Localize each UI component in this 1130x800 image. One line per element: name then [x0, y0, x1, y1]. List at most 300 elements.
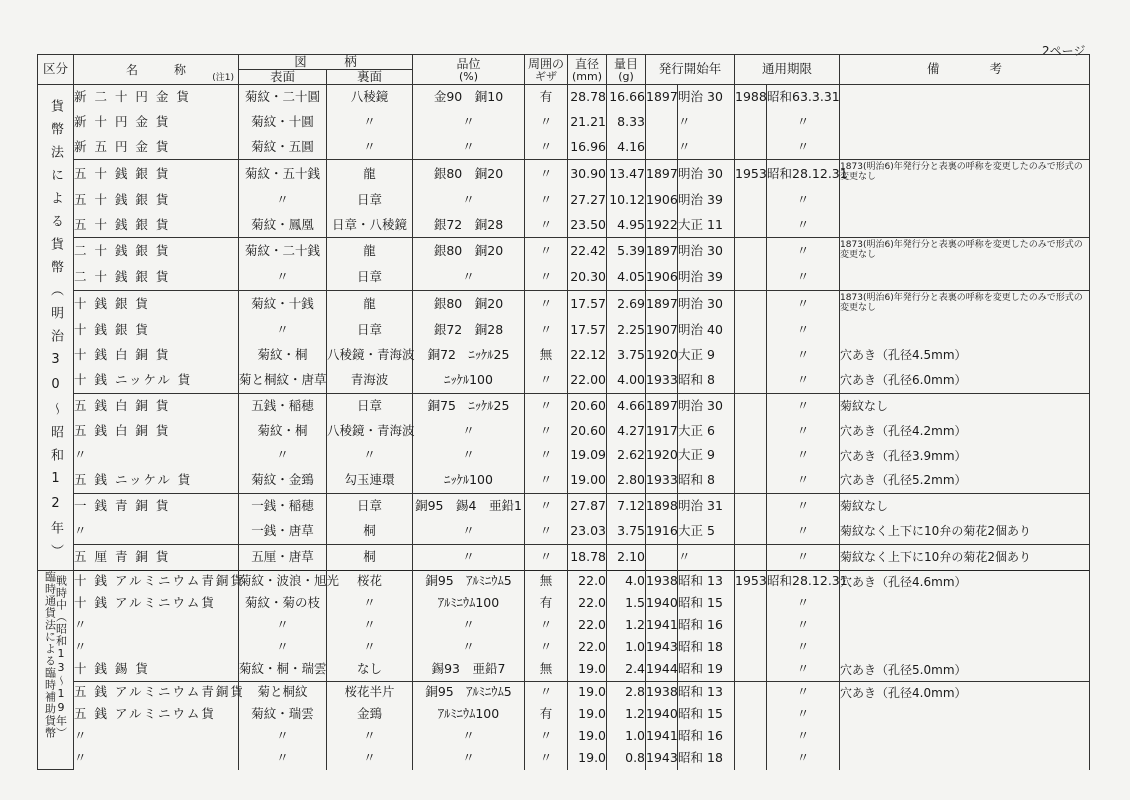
- diameter: 16.96: [568, 135, 607, 160]
- reverse-design: 〃: [327, 135, 413, 160]
- diameter: 20.60: [568, 393, 607, 418]
- validity-era: 〃: [767, 188, 840, 213]
- coin-table: [37, 54, 1090, 770]
- table-row: [38, 188, 1090, 213]
- quality: 銅75 ﾆｯｹﾙ25: [413, 393, 525, 418]
- coin-name: 新 二 十 円 金 貨: [74, 85, 239, 110]
- remarks: 1873(明治6)年発行分と表裏の呼称を変更したのみで形式の変更なし: [840, 238, 1090, 266]
- diameter: 19.0: [568, 748, 607, 770]
- reverse-design: 桐: [327, 544, 413, 570]
- table-row: [38, 265, 1090, 290]
- diameter: 19.0: [568, 659, 607, 682]
- reverse-design: 日章: [327, 393, 413, 418]
- validity-era: 昭和28.12.31: [767, 570, 840, 593]
- validity-year: [735, 519, 767, 544]
- weight: 2.62: [607, 443, 646, 468]
- issue-era: 明治 30: [678, 393, 735, 418]
- quality: 〃: [413, 188, 525, 213]
- obverse-design: 五厘・唐草: [239, 544, 327, 570]
- validity-era: 〃: [767, 681, 840, 704]
- coin-name: 十 銭 白 銅 貨: [74, 343, 239, 368]
- obverse-design: 一銭・稲穂: [239, 493, 327, 518]
- validity-era: 〃: [767, 343, 840, 368]
- obverse-design: 〃: [239, 615, 327, 637]
- diameter: 22.12: [568, 343, 607, 368]
- reverse-design: 〃: [327, 726, 413, 748]
- weight: 3.75: [607, 519, 646, 544]
- quality: 銀80 銅20: [413, 238, 525, 266]
- diameter: 27.87: [568, 493, 607, 518]
- issue-era: 昭和 15: [678, 704, 735, 726]
- obverse-design: 〃: [239, 188, 327, 213]
- remarks: 穴あき（孔径5.2mm）: [840, 468, 1090, 493]
- validity-year: [735, 468, 767, 493]
- header-remarks: 備 考: [840, 55, 1090, 85]
- issue-year: 1897: [646, 238, 678, 266]
- table-row: [38, 343, 1090, 368]
- edge-serration: 〃: [525, 443, 568, 468]
- weight: 5.39: [607, 238, 646, 266]
- validity-era: 昭和63.3.31: [767, 85, 840, 110]
- issue-era: 明治 30: [678, 238, 735, 266]
- coin-table-wrapper: [37, 54, 1089, 770]
- table-row: [38, 318, 1090, 343]
- table-row: [38, 544, 1090, 570]
- header-quality: 品位 (%): [413, 55, 525, 85]
- table-row: [38, 238, 1090, 266]
- weight: 1.5: [607, 593, 646, 615]
- edge-serration: 〃: [525, 681, 568, 704]
- issue-year: 1897: [646, 393, 678, 418]
- remarks: 穴あき（孔径4.5mm）: [840, 343, 1090, 368]
- issue-era: 〃: [678, 135, 735, 160]
- issue-era: 昭和 15: [678, 593, 735, 615]
- table-row: [38, 160, 1090, 188]
- validity-era: 〃: [767, 615, 840, 637]
- weight: 13.47: [607, 160, 646, 188]
- table-row: [38, 748, 1090, 770]
- validity-year: [735, 418, 767, 443]
- coin-name: 十 銭 銀 貨: [74, 291, 239, 319]
- issue-era: 昭和 13: [678, 570, 735, 593]
- validity-year: [735, 615, 767, 637]
- validity-era: 〃: [767, 291, 840, 319]
- obverse-design: 菊紋・桐: [239, 343, 327, 368]
- validity-era: 〃: [767, 135, 840, 160]
- diameter: 27.27: [568, 188, 607, 213]
- header-reverse: 裏面: [327, 70, 413, 85]
- coin-name: 五 十 銭 銀 貨: [74, 212, 239, 237]
- edge-serration: 〃: [525, 493, 568, 518]
- remarks: 穴あき（孔径6.0mm）: [840, 368, 1090, 393]
- remarks: 菊紋なく上下に10弁の菊花2個あり: [840, 544, 1090, 570]
- table-row: [38, 615, 1090, 637]
- issue-year: 1906: [646, 188, 678, 213]
- validity-year: [735, 188, 767, 213]
- edge-serration: 〃: [525, 110, 568, 135]
- table-row: [38, 135, 1090, 160]
- table-row: [38, 637, 1090, 659]
- obverse-design: 菊紋・五十銭: [239, 160, 327, 188]
- weight: 4.0: [607, 570, 646, 593]
- weight: 4.27: [607, 418, 646, 443]
- validity-year: [735, 637, 767, 659]
- header-edge: 周囲の ギザ: [525, 55, 568, 85]
- weight: 2.8: [607, 681, 646, 704]
- validity-era: 〃: [767, 637, 840, 659]
- remarks: [840, 748, 1090, 770]
- diameter: 28.78: [568, 85, 607, 110]
- remarks: 菊紋なし: [840, 493, 1090, 518]
- coin-name: 二 十 銭 銀 貨: [74, 238, 239, 266]
- coin-name: 五 銭 白 銅 貨: [74, 393, 239, 418]
- validity-era: 〃: [767, 368, 840, 393]
- validity-era: 〃: [767, 726, 840, 748]
- issue-year: 1907: [646, 318, 678, 343]
- obverse-design: 〃: [239, 443, 327, 468]
- weight: 1.0: [607, 637, 646, 659]
- issue-era: 〃: [678, 544, 735, 570]
- reverse-design: 桐: [327, 519, 413, 544]
- remarks: [840, 212, 1090, 237]
- weight: 2.69: [607, 291, 646, 319]
- header-validity: 通用期限: [735, 55, 840, 85]
- validity-year: [735, 238, 767, 266]
- validity-era: 〃: [767, 544, 840, 570]
- obverse-design: 五銭・稲穂: [239, 393, 327, 418]
- table-row: [38, 519, 1090, 544]
- obverse-design: 菊紋・金鵄: [239, 468, 327, 493]
- table-row: [38, 659, 1090, 682]
- obverse-design: 菊紋・桐: [239, 418, 327, 443]
- quality: 金90 銅10: [413, 85, 525, 110]
- reverse-design: 〃: [327, 443, 413, 468]
- coin-name: 新 十 円 金 貨: [74, 110, 239, 135]
- issue-era: 明治 39: [678, 188, 735, 213]
- validity-era: 〃: [767, 443, 840, 468]
- remarks: [840, 593, 1090, 615]
- diameter: 21.21: [568, 110, 607, 135]
- remarks: [840, 110, 1090, 135]
- weight: 16.66: [607, 85, 646, 110]
- edge-serration: 無: [525, 659, 568, 682]
- issue-year: 1943: [646, 637, 678, 659]
- diameter: 17.57: [568, 318, 607, 343]
- header-obverse: 表面: [239, 70, 327, 85]
- quality: 銀80 銅20: [413, 160, 525, 188]
- obverse-design: 菊紋・五圓: [239, 135, 327, 160]
- coin-name: 〃: [74, 519, 239, 544]
- remarks: 穴あき（孔径3.9mm）: [840, 443, 1090, 468]
- obverse-design: 菊紋・十銭: [239, 291, 327, 319]
- coin-name: 〃: [74, 637, 239, 659]
- issue-era: 〃: [678, 110, 735, 135]
- edge-serration: 〃: [525, 519, 568, 544]
- issue-year: 1941: [646, 615, 678, 637]
- quality: 〃: [413, 135, 525, 160]
- edge-serration: 〃: [525, 468, 568, 493]
- table-row: [38, 704, 1090, 726]
- issue-era: 大正 11: [678, 212, 735, 237]
- quality: 〃: [413, 637, 525, 659]
- validity-era: 〃: [767, 265, 840, 290]
- coin-name: 五 銭 ニッケル 貨: [74, 468, 239, 493]
- edge-serration: 〃: [525, 726, 568, 748]
- issue-year: [646, 135, 678, 160]
- header-diameter: 直径 (mm): [568, 55, 607, 85]
- table-row: [38, 212, 1090, 237]
- remarks: 菊紋なく上下に10弁の菊花2個あり: [840, 519, 1090, 544]
- diameter: 22.00: [568, 368, 607, 393]
- edge-serration: 〃: [525, 291, 568, 319]
- diameter: 22.0: [568, 570, 607, 593]
- issue-year: 1898: [646, 493, 678, 518]
- remarks: [840, 85, 1090, 110]
- quality: 〃: [413, 544, 525, 570]
- issue-year: 1940: [646, 593, 678, 615]
- remarks: [840, 615, 1090, 637]
- reverse-design: 桜花半片: [327, 681, 413, 704]
- edge-serration: 有: [525, 85, 568, 110]
- table-row: [38, 726, 1090, 748]
- table-row: [38, 468, 1090, 493]
- table-body: [38, 85, 1090, 770]
- coin-name: 十 銭 アルミニウム貨: [74, 593, 239, 615]
- reverse-design: 日章・八稜鏡: [327, 212, 413, 237]
- diameter: 20.60: [568, 418, 607, 443]
- weight: 2.10: [607, 544, 646, 570]
- remarks: [840, 637, 1090, 659]
- issue-year: 1941: [646, 726, 678, 748]
- issue-year: 1940: [646, 704, 678, 726]
- diameter: 20.30: [568, 265, 607, 290]
- quality: ﾆｯｹﾙ100: [413, 468, 525, 493]
- validity-year: [735, 318, 767, 343]
- edge-serration: 〃: [525, 393, 568, 418]
- header-issue-year: 発行開始年: [646, 55, 735, 85]
- edge-serration: 〃: [525, 637, 568, 659]
- validity-era: 〃: [767, 493, 840, 518]
- reverse-design: 日章: [327, 188, 413, 213]
- edge-serration: 〃: [525, 418, 568, 443]
- remarks: 菊紋なし: [840, 393, 1090, 418]
- coin-name: 五 十 銭 銀 貨: [74, 188, 239, 213]
- issue-year: 1933: [646, 468, 678, 493]
- coin-name: 〃: [74, 748, 239, 770]
- issue-year: 1938: [646, 570, 678, 593]
- issue-era: 昭和 8: [678, 468, 735, 493]
- obverse-design: 菊紋・二十銭: [239, 238, 327, 266]
- quality: 〃: [413, 110, 525, 135]
- obverse-design: 菊と桐紋・唐草: [239, 368, 327, 393]
- validity-year: 1988: [735, 85, 767, 110]
- diameter: 18.78: [568, 544, 607, 570]
- weight: 2.80: [607, 468, 646, 493]
- header-design: 図 柄: [239, 55, 413, 70]
- remarks: [840, 318, 1090, 343]
- remarks: 1873(明治6)年発行分と表裏の呼称を変更したのみで形式の変更なし: [840, 160, 1090, 188]
- diameter: 22.0: [568, 637, 607, 659]
- issue-year: 1938: [646, 681, 678, 704]
- edge-serration: 〃: [525, 238, 568, 266]
- validity-year: [735, 704, 767, 726]
- obverse-design: 菊紋・鳳凰: [239, 212, 327, 237]
- quality: 銅72 ﾆｯｹﾙ25: [413, 343, 525, 368]
- edge-serration: 〃: [525, 265, 568, 290]
- reverse-design: 八稜鏡: [327, 85, 413, 110]
- issue-era: 昭和 16: [678, 615, 735, 637]
- reverse-design: 八稜鏡・青海波: [327, 343, 413, 368]
- obverse-design: 菊紋・菊の枝: [239, 593, 327, 615]
- issue-year: 1897: [646, 85, 678, 110]
- issue-era: 昭和 18: [678, 748, 735, 770]
- issue-era: 明治 30: [678, 160, 735, 188]
- remarks: [840, 135, 1090, 160]
- issue-era: 明治 31: [678, 493, 735, 518]
- obverse-design: 菊紋・波浪・旭光: [239, 570, 327, 593]
- table-row: [38, 110, 1090, 135]
- page-number: 2ページ: [1042, 44, 1086, 58]
- edge-serration: 無: [525, 343, 568, 368]
- validity-year: [735, 343, 767, 368]
- reverse-design: 勾玉連環: [327, 468, 413, 493]
- obverse-design: 一銭・唐草: [239, 519, 327, 544]
- table-row: [38, 85, 1090, 110]
- quality: 〃: [413, 726, 525, 748]
- coin-name: 五 厘 青 銅 貨: [74, 544, 239, 570]
- issue-era: 大正 6: [678, 418, 735, 443]
- validity-year: [735, 493, 767, 518]
- validity-era: 〃: [767, 659, 840, 682]
- issue-year: 1920: [646, 343, 678, 368]
- reverse-design: 日章: [327, 265, 413, 290]
- edge-serration: 〃: [525, 188, 568, 213]
- reverse-design: 龍: [327, 160, 413, 188]
- remarks: [840, 704, 1090, 726]
- validity-year: [735, 212, 767, 237]
- weight: 4.95: [607, 212, 646, 237]
- issue-era: 昭和 13: [678, 681, 735, 704]
- obverse-design: 菊紋・瑞雲: [239, 704, 327, 726]
- edge-serration: 有: [525, 704, 568, 726]
- era-label-temporary-act: 臨時通貨法による臨時補助貨幣戦時中（昭和13〜19年）: [38, 570, 74, 770]
- validity-era: 〃: [767, 418, 840, 443]
- coin-name: 十 銭 銀 貨: [74, 318, 239, 343]
- reverse-design: 桜花: [327, 570, 413, 593]
- edge-serration: 〃: [525, 160, 568, 188]
- reverse-design: 〃: [327, 615, 413, 637]
- validity-year: [735, 110, 767, 135]
- edge-serration: 有: [525, 593, 568, 615]
- reverse-design: 日章: [327, 493, 413, 518]
- issue-year: 1897: [646, 291, 678, 319]
- issue-era: 大正 5: [678, 519, 735, 544]
- coin-name: 五 銭 アルミニウム貨: [74, 704, 239, 726]
- issue-era: 明治 30: [678, 85, 735, 110]
- table-row: [38, 681, 1090, 704]
- obverse-design: 〃: [239, 265, 327, 290]
- validity-year: [735, 544, 767, 570]
- remarks: 穴あき（孔径4.0mm）: [840, 681, 1090, 704]
- issue-year: 1917: [646, 418, 678, 443]
- issue-era: 大正 9: [678, 343, 735, 368]
- obverse-design: 菊紋・十圓: [239, 110, 327, 135]
- weight: 1.0: [607, 726, 646, 748]
- diameter: 19.0: [568, 726, 607, 748]
- reverse-design: 〃: [327, 110, 413, 135]
- table-row: [38, 443, 1090, 468]
- remarks: [840, 726, 1090, 748]
- reverse-design: 金鵄: [327, 704, 413, 726]
- edge-serration: 〃: [525, 318, 568, 343]
- coin-name: 〃: [74, 443, 239, 468]
- validity-era: 〃: [767, 748, 840, 770]
- quality: 錫93 亜鉛7: [413, 659, 525, 682]
- issue-era: 昭和 19: [678, 659, 735, 682]
- quality: 〃: [413, 265, 525, 290]
- reverse-design: 日章: [327, 318, 413, 343]
- table-row: [38, 570, 1090, 593]
- weight: 0.8: [607, 748, 646, 770]
- issue-year: 1897: [646, 160, 678, 188]
- diameter: 30.90: [568, 160, 607, 188]
- obverse-design: 〃: [239, 748, 327, 770]
- validity-era: 〃: [767, 110, 840, 135]
- issue-year: 1944: [646, 659, 678, 682]
- validity-year: 1953: [735, 160, 767, 188]
- weight: 1.2: [607, 615, 646, 637]
- diameter: 19.00: [568, 468, 607, 493]
- diameter: 23.50: [568, 212, 607, 237]
- reverse-design: なし: [327, 659, 413, 682]
- quality: 銅95 ｱﾙﾐﾆｳﾑ5: [413, 681, 525, 704]
- coin-name: 五 銭 アルミニウム青銅貨: [74, 681, 239, 704]
- quality: 〃: [413, 615, 525, 637]
- weight: 3.75: [607, 343, 646, 368]
- quality: ｱﾙﾐﾆｳﾑ100: [413, 704, 525, 726]
- table-row: [38, 593, 1090, 615]
- weight: 1.2: [607, 704, 646, 726]
- edge-serration: 〃: [525, 135, 568, 160]
- validity-era: 〃: [767, 704, 840, 726]
- diameter: 22.0: [568, 593, 607, 615]
- validity-year: [735, 135, 767, 160]
- validity-year: [735, 726, 767, 748]
- table-row: [38, 291, 1090, 319]
- diameter: 22.0: [568, 615, 607, 637]
- obverse-design: 菊と桐紋: [239, 681, 327, 704]
- obverse-design: 〃: [239, 318, 327, 343]
- obverse-design: 菊紋・桐・瑞雲: [239, 659, 327, 682]
- quality: 銅95 錫4 亜鉛1: [413, 493, 525, 518]
- validity-era: 〃: [767, 519, 840, 544]
- validity-era: 〃: [767, 318, 840, 343]
- obverse-design: 菊紋・二十圓: [239, 85, 327, 110]
- reverse-design: 〃: [327, 593, 413, 615]
- coin-name: 五 銭 白 銅 貨: [74, 418, 239, 443]
- diameter: 19.09: [568, 443, 607, 468]
- quality: ﾆｯｹﾙ100: [413, 368, 525, 393]
- remarks: [840, 265, 1090, 290]
- coin-name: 〃: [74, 726, 239, 748]
- issue-era: 昭和 18: [678, 637, 735, 659]
- table-row: [38, 368, 1090, 393]
- validity-era: 〃: [767, 393, 840, 418]
- weight: 10.12: [607, 188, 646, 213]
- coin-name: 五 十 銭 銀 貨: [74, 160, 239, 188]
- validity-year: [735, 748, 767, 770]
- issue-year: 1916: [646, 519, 678, 544]
